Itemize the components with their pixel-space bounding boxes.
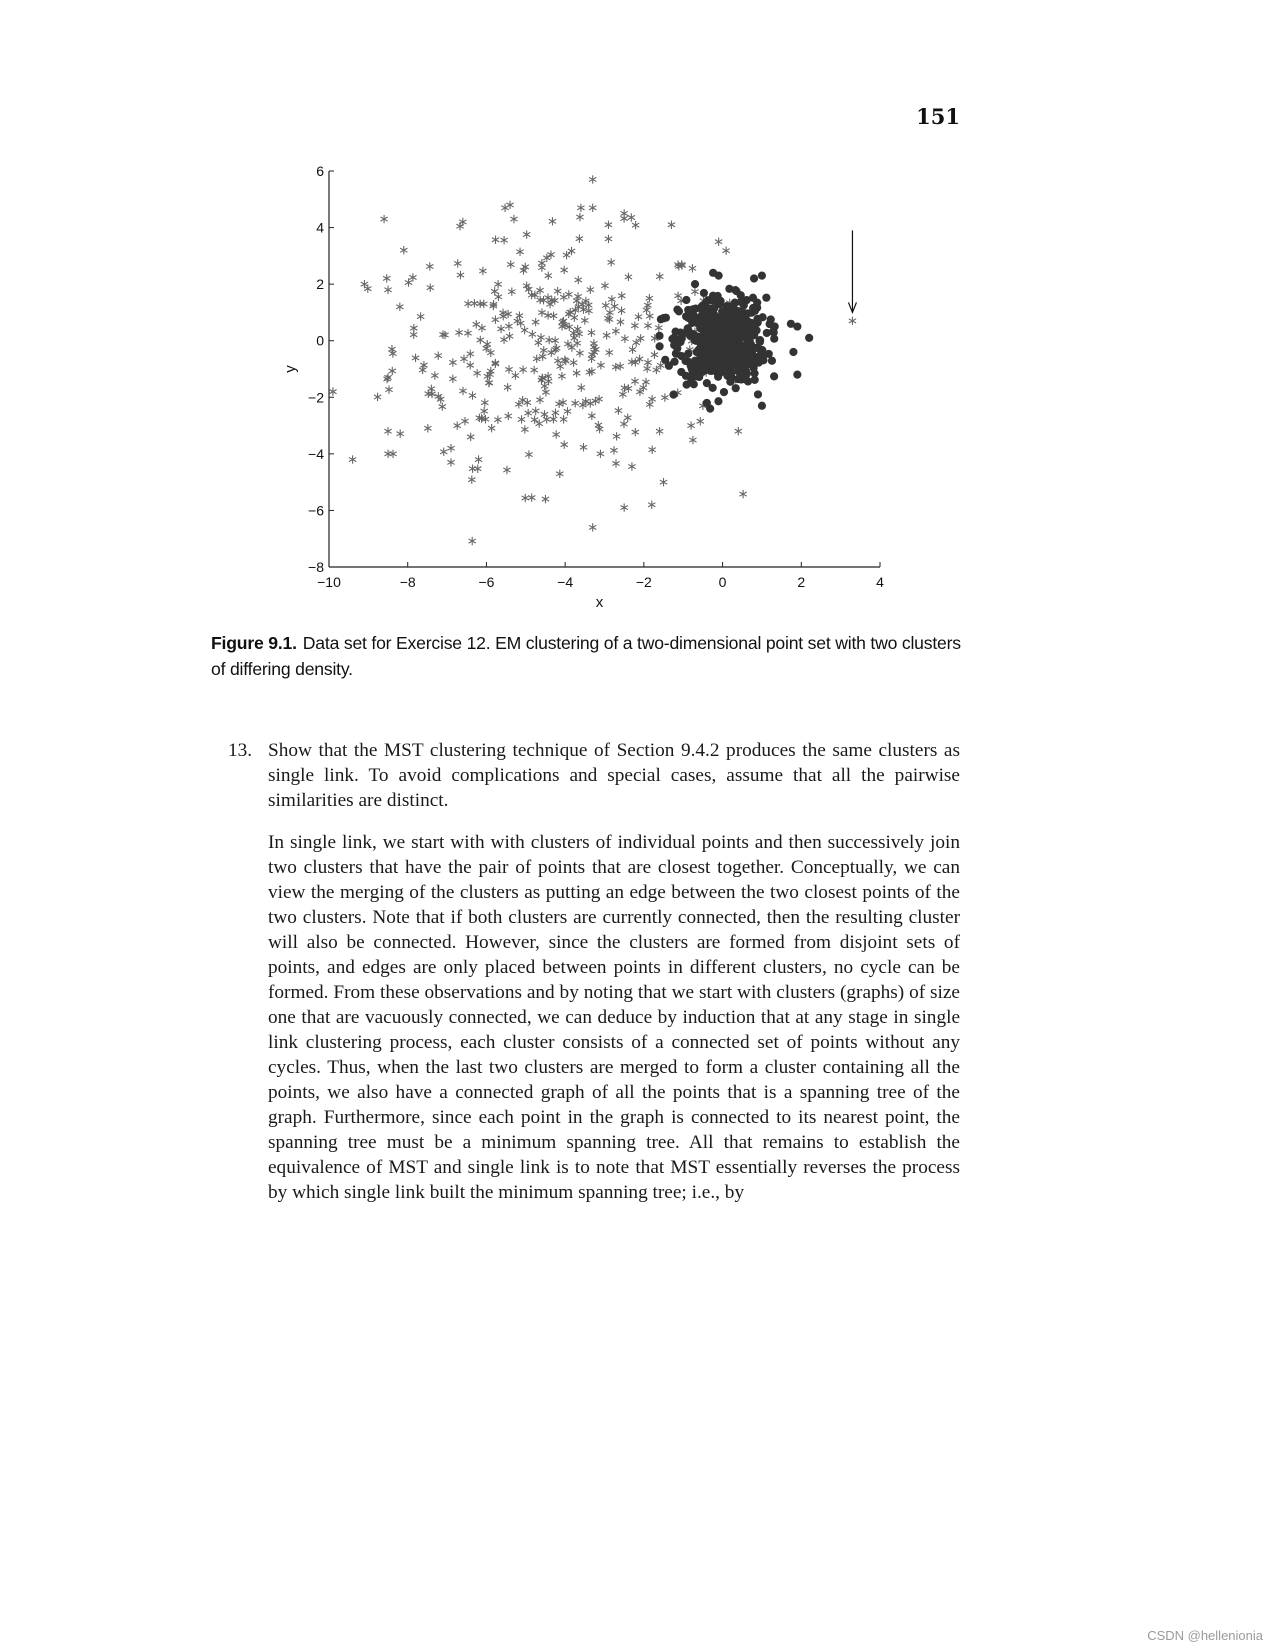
- dot-point: [793, 322, 801, 330]
- answer-paragraph: In single link, we start with with clusters of individual points and then successively join two clusters that have the pair of points that are closest together. Conceptually, we can view the merging of the clusters as putting an edge between the two closest points of the two clusters. Note that if both clusters are currently connected, then the resulting cluster will also be connected. However, since the clusters are formed from disjoint sets of points, and edges are only placed between points in different clusters, no cycle can be formed. From these observations and by noting that we start with clusters (graphs) of size one that are vacuously connected, we can deduce by induction that at any stage in single link clustering process, each cluster consists of a connected set of points without any cycles. Thus, when the last two clusters are merged to form a cluster containing all the points, we also have a connected graph of all the points that is a spanning tree of the graph. Furthermore, since each point in the graph is connected to its nearest point, the spanning tree must be a minimum spanning tree. All that remains to establish the equivalence of MST and single link is to note that MST essentially reverses the process by which single link built the minimum spanning tree; i.e., by: [268, 832, 960, 1203]
- asterisk-point: [426, 262, 433, 270]
- dot-point: [672, 349, 680, 357]
- asterisk-point: [410, 324, 417, 332]
- asterisk-point: [447, 444, 454, 452]
- asterisk-point: [739, 490, 746, 498]
- figure-caption-text: Data set for Exercise 12. EM clustering of a two-dimensional point set with two clusters of differing density.: [211, 633, 961, 679]
- dot-point: [704, 296, 712, 304]
- asterisk-point: [524, 398, 531, 406]
- asterisk-point: [469, 537, 476, 545]
- dot-point: [714, 299, 722, 307]
- asterisk-point: [506, 332, 513, 340]
- dot-point: [687, 377, 695, 385]
- asterisk-point: [361, 280, 368, 288]
- asterisk-point: [495, 293, 502, 301]
- asterisk-point: [507, 260, 514, 268]
- asterisk-point: [587, 285, 594, 293]
- asterisk-point: [486, 378, 493, 386]
- asterisk-point: [424, 424, 431, 432]
- asterisk-point: [384, 450, 391, 458]
- dot-point: [732, 384, 740, 392]
- asterisk-point: [488, 424, 495, 432]
- plot-annotations: [848, 230, 856, 312]
- dot-point: [749, 307, 757, 315]
- asterisk-point: [454, 421, 461, 429]
- asterisk-point: [417, 312, 424, 320]
- asterisk-point: [500, 236, 507, 244]
- asterisk-point: [617, 318, 624, 326]
- asterisk-point: [449, 375, 456, 383]
- dot-point: [758, 272, 766, 280]
- dot-point: [789, 348, 797, 356]
- dot-point: [767, 315, 775, 323]
- asterisk-point: [597, 361, 604, 369]
- asterisk-point: [501, 204, 508, 212]
- asterisk-point: [542, 388, 549, 396]
- x-tick-label: 0: [718, 574, 727, 590]
- y-tick-label: −4: [308, 445, 324, 462]
- asterisk-point: [494, 415, 501, 423]
- asterisk-point: [651, 351, 658, 359]
- dot-point: [715, 272, 723, 280]
- asterisk-point: [541, 382, 548, 390]
- dot-point: [700, 289, 708, 297]
- asterisk-point: [687, 421, 694, 429]
- dot-point: [669, 391, 677, 399]
- dot-point: [750, 274, 758, 282]
- asterisk-point: [461, 417, 468, 425]
- asterisk-point: [383, 274, 390, 282]
- asterisk-point: [505, 322, 512, 330]
- asterisk-point: [578, 383, 585, 391]
- asterisk-point: [447, 458, 454, 466]
- asterisk-point: [469, 391, 476, 399]
- asterisk-point: [631, 321, 638, 329]
- asterisk-point: [625, 273, 632, 281]
- asterisk-point: [506, 201, 513, 209]
- y-tick-label: −2: [308, 389, 324, 406]
- y-tick-label: 4: [316, 219, 324, 236]
- asterisk-point: [588, 328, 595, 336]
- asterisk-point: [580, 443, 587, 451]
- dot-point: [716, 369, 724, 377]
- asterisk-point: [632, 221, 639, 229]
- asterisk-point: [374, 393, 381, 401]
- asterisk-point: [646, 312, 653, 320]
- asterisk-point: [512, 371, 519, 379]
- dot-point: [693, 348, 701, 356]
- asterisk-point: [590, 339, 597, 347]
- watermark: CSDN @hellenionia: [1147, 1628, 1263, 1643]
- asterisk-point: [349, 455, 356, 463]
- asterisk-point: [608, 258, 615, 266]
- asterisk-point: [508, 287, 515, 295]
- dot-point: [673, 306, 681, 314]
- dot-point: [770, 372, 778, 380]
- asterisk-point: [589, 175, 596, 183]
- dot-point: [656, 342, 664, 350]
- asterisk-point: [380, 215, 387, 223]
- asterisk-point: [601, 282, 608, 290]
- asterisk-point: [561, 440, 568, 448]
- asterisk-point: [389, 450, 396, 458]
- asterisk-point: [454, 259, 461, 267]
- asterisk-point: [478, 324, 485, 332]
- asterisk-point: [467, 350, 474, 358]
- asterisk-point: [540, 346, 547, 354]
- asterisk-point: [500, 335, 507, 343]
- dot-point: [740, 341, 748, 349]
- asterisk-point: [469, 465, 476, 473]
- plot-points: [329, 175, 856, 545]
- asterisk-point: [467, 433, 474, 441]
- dot-point: [758, 402, 766, 410]
- dot-point: [670, 334, 678, 342]
- asterisk-point: [668, 221, 675, 229]
- asterisk-point: [631, 377, 638, 385]
- y-tick-label: 2: [316, 276, 324, 293]
- asterisk-point: [554, 287, 561, 295]
- dot-point: [723, 356, 731, 364]
- asterisk-point: [549, 217, 556, 225]
- asterisk-point: [597, 450, 604, 458]
- asterisk-point: [460, 355, 467, 363]
- asterisk-point: [575, 276, 582, 284]
- dot-point: [703, 399, 711, 407]
- asterisk-point: [605, 221, 612, 229]
- asterisk-point: [492, 315, 499, 323]
- dot-point: [743, 326, 751, 334]
- asterisk-point: [525, 450, 532, 458]
- asterisk-point: [405, 278, 412, 286]
- dot-point: [710, 353, 718, 361]
- asterisk-point: [644, 321, 651, 329]
- asterisk-point: [572, 399, 579, 407]
- dot-point: [715, 313, 723, 321]
- asterisk-point: [439, 402, 446, 410]
- dot-point: [707, 367, 715, 375]
- y-tick-label: −8: [308, 559, 324, 575]
- asterisk-point: [400, 246, 407, 254]
- dot-point: [681, 357, 689, 365]
- asterisk-point: [529, 330, 536, 338]
- asterisk-point: [519, 365, 526, 373]
- asterisk-point: [628, 213, 635, 221]
- x-tick-label: 2: [797, 574, 806, 590]
- dot-point: [684, 324, 692, 332]
- asterisk-point: [492, 236, 499, 244]
- asterisk-point: [494, 280, 501, 288]
- asterisk-point: [620, 420, 627, 428]
- asterisk-point: [521, 326, 528, 334]
- exercise-number: 13.: [228, 740, 253, 761]
- dot-point: [749, 294, 757, 302]
- asterisk-point: [435, 351, 442, 359]
- asterisk-point: [636, 388, 643, 396]
- dot-point: [655, 332, 663, 340]
- y-tick-label: 0: [316, 332, 324, 349]
- dot-point: [677, 368, 685, 376]
- asterisk-point: [491, 287, 498, 295]
- asterisk-point: [689, 436, 696, 444]
- asterisk-point: [525, 409, 532, 417]
- dot-point: [754, 390, 762, 398]
- asterisk-point: [465, 300, 472, 308]
- asterisk-point: [697, 417, 704, 425]
- dot-point: [760, 350, 768, 358]
- asterisk-point: [621, 335, 628, 343]
- asterisk-point: [467, 361, 474, 369]
- dot-point: [726, 378, 734, 386]
- asterisk-point: [518, 415, 525, 423]
- asterisk-point: [570, 358, 577, 366]
- asterisk-point: [589, 204, 596, 212]
- asterisk-point: [573, 369, 580, 377]
- dot-point: [703, 379, 711, 387]
- asterisk-point: [431, 371, 438, 379]
- asterisk-point: [632, 428, 639, 436]
- asterisk-point: [521, 425, 528, 433]
- dot-point: [728, 338, 736, 346]
- asterisk-point: [560, 415, 567, 423]
- asterisk-point: [522, 494, 529, 502]
- asterisk-point: [571, 313, 578, 321]
- asterisk-point: [612, 327, 619, 335]
- asterisk-point: [385, 385, 392, 393]
- asterisk-point: [644, 358, 651, 366]
- asterisk-point: [644, 301, 651, 309]
- asterisk-point: [532, 318, 539, 326]
- asterisk-point: [409, 273, 416, 281]
- asterisk-point: [618, 292, 625, 300]
- dot-point: [708, 341, 716, 349]
- x-tick-label: −4: [557, 574, 574, 590]
- asterisk-point: [735, 427, 742, 435]
- dot-point: [719, 349, 727, 357]
- asterisk-point: [576, 234, 583, 242]
- asterisk-point: [412, 354, 419, 362]
- asterisk-point: [660, 478, 667, 486]
- dot-point: [731, 352, 739, 360]
- dot-point: [691, 357, 699, 365]
- x-tick-label: −2: [635, 574, 652, 590]
- asterisk-point: [558, 372, 565, 380]
- x-axis-label: x: [595, 594, 604, 611]
- asterisk-point: [615, 406, 622, 414]
- dot-point: [692, 368, 700, 376]
- asterisk-point: [603, 331, 610, 339]
- asterisk-point: [459, 387, 466, 395]
- asterisk-point: [384, 286, 391, 294]
- dot-point: [704, 319, 712, 327]
- asterisk-point: [464, 329, 471, 337]
- asterisk-point: [606, 348, 613, 356]
- asterisk-point: [455, 328, 462, 336]
- asterisk-point: [479, 267, 486, 275]
- asterisk-point: [532, 407, 539, 415]
- dot-point: [737, 332, 745, 340]
- asterisk-point: [503, 466, 510, 474]
- asterisk-point: [500, 312, 507, 320]
- asterisk-point: [648, 501, 655, 509]
- asterisk-point: [619, 390, 626, 398]
- dot-point: [751, 376, 759, 384]
- dot-point: [770, 328, 778, 336]
- asterisk-point: [545, 271, 552, 279]
- asterisk-point: [560, 293, 567, 301]
- asterisk-point: [715, 238, 722, 246]
- asterisk-point: [523, 230, 530, 238]
- asterisk-point: [656, 272, 663, 280]
- asterisk-point: [722, 246, 729, 254]
- dot-point: [756, 338, 764, 346]
- asterisk-point: [538, 308, 545, 316]
- asterisk-point: [691, 287, 698, 295]
- dot-point: [690, 333, 698, 341]
- asterisk-point: [610, 446, 617, 454]
- dot-point: [726, 312, 734, 320]
- asterisk-point: [553, 430, 560, 438]
- asterisk-point: [643, 306, 650, 314]
- asterisk-point: [536, 396, 543, 404]
- dot-point: [805, 334, 813, 342]
- asterisk-point: [655, 324, 662, 332]
- asterisk-point: [481, 398, 488, 406]
- asterisk-point: [564, 407, 571, 415]
- dot-point: [768, 357, 776, 365]
- asterisk-point: [505, 412, 512, 420]
- dot-point: [665, 362, 673, 370]
- asterisk-point: [689, 264, 696, 272]
- asterisk-point: [419, 366, 426, 374]
- figure-label: Figure 9.1.: [211, 633, 297, 653]
- asterisk-point: [449, 358, 456, 366]
- asterisk-point: [397, 429, 404, 437]
- asterisk-point: [497, 325, 504, 333]
- asterisk-point: [628, 462, 635, 470]
- asterisk-point: [440, 448, 447, 456]
- dot-point: [659, 314, 667, 322]
- asterisk-point: [475, 455, 482, 463]
- asterisk-point: [624, 414, 631, 422]
- dot-point: [698, 302, 706, 310]
- x-tick-label: −6: [478, 574, 495, 590]
- scatter-plot: [0, 0, 1275, 620]
- asterisk-point: [556, 470, 563, 478]
- asterisk-point: [329, 387, 336, 395]
- asterisk-point: [477, 336, 484, 344]
- asterisk-point: [468, 475, 475, 483]
- dot-point: [682, 296, 690, 304]
- x-tick-label: −10: [317, 574, 341, 590]
- asterisk-point: [576, 213, 583, 221]
- exercise: [228, 738, 960, 813]
- asterisk-point: [602, 301, 609, 309]
- asterisk-point: [531, 366, 538, 374]
- asterisk-point: [384, 427, 391, 435]
- asterisk-point: [389, 367, 396, 375]
- asterisk-point: [646, 294, 653, 302]
- asterisk-point: [581, 316, 588, 324]
- asterisk-point: [427, 283, 434, 291]
- asterisk-point: [589, 523, 596, 531]
- asterisk-point: [629, 345, 636, 353]
- y-axis-label: y: [282, 365, 299, 373]
- dot-point: [759, 313, 767, 321]
- asterisk-point: [528, 493, 535, 501]
- dot-point: [762, 294, 770, 302]
- asterisk-point: [635, 313, 642, 321]
- asterisk-point: [542, 495, 549, 503]
- asterisk-point: [588, 412, 595, 420]
- dot-point: [720, 388, 728, 396]
- dot-point: [740, 301, 748, 309]
- asterisk-point: [473, 320, 480, 328]
- asterisk-point: [649, 446, 656, 454]
- asterisk-point: [481, 407, 488, 415]
- asterisk-point: [644, 364, 651, 372]
- asterisk-point: [565, 290, 572, 298]
- dot-point: [714, 397, 722, 405]
- x-tick-label: 4: [876, 574, 884, 590]
- dot-point: [736, 370, 744, 378]
- page-number: 151: [916, 104, 960, 129]
- asterisk-point: [504, 383, 511, 391]
- asterisk-point: [544, 311, 551, 319]
- asterisk-point: [474, 465, 481, 473]
- dot-point: [723, 369, 731, 377]
- asterisk-point: [474, 369, 481, 377]
- x-tick-label: −8: [399, 574, 416, 590]
- dot-point: [744, 360, 752, 368]
- asterisk-point: [576, 349, 583, 357]
- asterisk-point: [561, 266, 568, 274]
- asterisk-point: [618, 306, 625, 314]
- asterisk-point: [577, 204, 584, 212]
- exercise-text: Show that the MST clustering technique of Section 9.4.2 produces the same clusters as single link. To avoid complications and special cases, assume that all the pairwise similarities are distinct.: [268, 740, 960, 811]
- dot-point: [691, 280, 699, 288]
- asterisk-point: [613, 432, 620, 440]
- asterisk-point: [457, 271, 464, 279]
- asterisk-point: [621, 503, 628, 511]
- figure-caption: [211, 630, 965, 682]
- y-tick-label: 6: [316, 163, 324, 179]
- asterisk-point: [605, 235, 612, 243]
- asterisk-point: [550, 312, 557, 320]
- asterisk-point: [661, 393, 668, 401]
- y-tick-label: −6: [308, 502, 324, 519]
- asterisk-point: [516, 248, 523, 256]
- asterisk-point: [396, 303, 403, 311]
- dot-point: [793, 371, 801, 379]
- asterisk-point: [552, 345, 559, 353]
- asterisk-point: [420, 361, 427, 369]
- asterisk-point: [505, 365, 512, 373]
- asterisk-point: [510, 215, 517, 223]
- dot-point: [737, 316, 745, 324]
- asterisk-point: [656, 427, 663, 435]
- asterisk-point: [849, 317, 856, 325]
- asterisk-point: [612, 459, 619, 467]
